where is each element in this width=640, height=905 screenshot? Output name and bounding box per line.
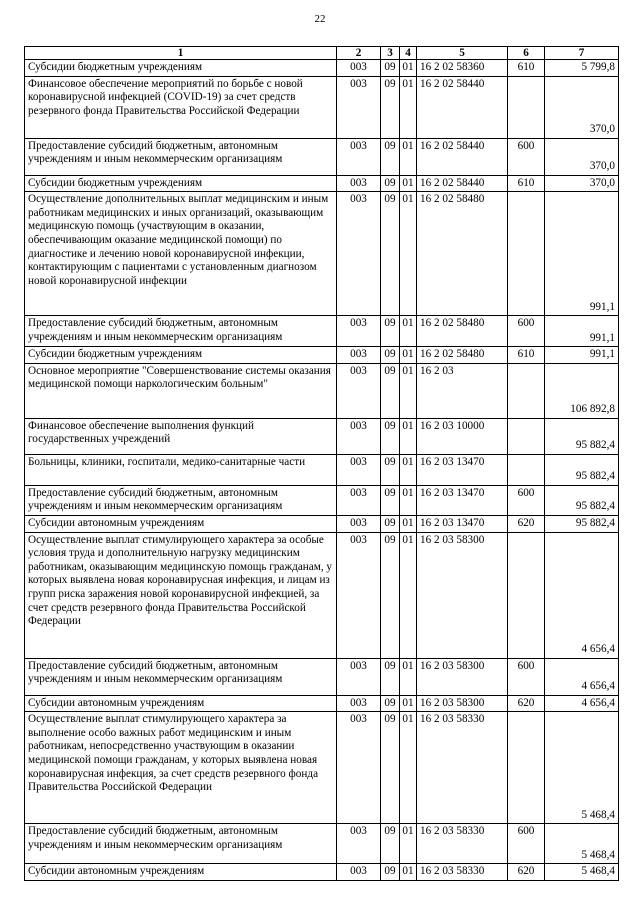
row-sum: 95 882,4 [545,454,619,485]
row-name: Осуществление выплат стимулирующего характера за выполнение особо важных работ медицинским и иным работникам, непосредственно участвующим в оказании медицинской помощи гражданам, у которых выявлена новая коронавирусная инфекция, за счет средств резервного фонда Правительства Российской Федерации [25,712,337,824]
row-csr: 16 2 03 58300 [417,532,508,658]
row-ved: 003 [337,363,381,418]
header-col-1: 1 [25,47,337,60]
table-row [25,192,619,316]
row-name: Предоставление субсидий бюджетным, автономным учреждениям и иным некоммерческим организациям [25,824,337,864]
row-vr: 600 [508,485,545,515]
page-number: 22 [314,13,326,25]
row-vr: 600 [508,138,545,175]
table-row [25,316,619,347]
row-csr: 16 2 03 58330 [417,824,508,864]
table-row [25,138,619,175]
row-name: Субсидии бюджетным учреждениям [25,347,337,364]
table-body [25,60,619,881]
row-vr [508,76,545,138]
row-ved: 003 [337,76,381,138]
row-name: Предоставление субсидий бюджетным, автономным учреждениям и иным некоммерческим организациям [25,138,337,175]
row-pr: 01 [400,60,417,77]
row-ved: 003 [337,192,381,316]
row-csr: 16 2 03 13470 [417,454,508,485]
row-rz: 09 [381,418,400,454]
row-pr: 01 [400,192,417,316]
row-name: Больницы, клиники, госпитали, медико-санитарные части [25,454,337,485]
row-csr: 16 2 02 58440 [417,76,508,138]
row-vr [508,363,545,418]
row-rz: 09 [381,347,400,364]
row-rz: 09 [381,658,400,695]
row-vr [508,192,545,316]
row-ved: 003 [337,712,381,824]
row-sum: 95 882,4 [545,418,619,454]
row-rz: 09 [381,864,400,881]
row-vr: 620 [508,864,545,881]
row-vr: 600 [508,824,545,864]
row-rz: 09 [381,316,400,347]
row-sum: 991,1 [545,316,619,347]
row-pr: 01 [400,363,417,418]
row-csr: 16 2 02 58360 [417,60,508,77]
row-name: Осуществление выплат стимулирующего характера за особые условия труда и дополнительную нагрузку медицинским работникам, оказывающим медицинскую помощь гражданам, у которых выявлена новая коронавирусная инфекция, и лицам из групп риска заражения новой коронавирусной инфекцией, за счет средств резервного фонда Правительства Российской Федерации [25,532,337,658]
row-pr: 01 [400,454,417,485]
row-name: Субсидии автономным учреждениям [25,515,337,532]
row-csr: 16 2 02 58440 [417,138,508,175]
row-sum: 4 656,4 [545,532,619,658]
row-rz: 09 [381,824,400,864]
row-pr: 01 [400,824,417,864]
row-csr: 16 2 02 58480 [417,192,508,316]
header-col-5: 5 [417,47,508,60]
row-vr [508,454,545,485]
row-sum: 5 468,4 [545,824,619,864]
row-sum: 370,0 [545,76,619,138]
row-sum: 95 882,4 [545,485,619,515]
row-vr: 600 [508,658,545,695]
row-ved: 003 [337,658,381,695]
row-name: Субсидии бюджетным учреждениям [25,175,337,192]
row-ved: 003 [337,695,381,712]
row-rz: 09 [381,695,400,712]
row-name: Осуществление дополнительных выплат медицинским и иным работникам медицинских и иных организаций, оказывающим медицинскую помощь (участвующим в оказании, обеспечивающим оказание медицинской помощи) по диагностике и лечению новой коронавирусной инфекции, контактирующим с пациентами с установленным диагнозом новой коронавирусной инфекции [25,192,337,316]
table-row [25,824,619,864]
row-csr: 16 2 03 13470 [417,515,508,532]
header-row [25,47,619,60]
row-sum: 991,1 [545,192,619,316]
table-row [25,347,619,364]
row-pr: 01 [400,695,417,712]
row-vr [508,532,545,658]
row-vr: 620 [508,695,545,712]
row-rz: 09 [381,175,400,192]
row-rz: 09 [381,712,400,824]
row-vr [508,712,545,824]
header-col-3: 3 [381,47,400,60]
row-rz: 09 [381,76,400,138]
row-name: Предоставление субсидий бюджетным, автономным учреждениям и иным некоммерческим организациям [25,658,337,695]
row-name: Предоставление субсидий бюджетным, автономным учреждениям и иным некоммерческим организациям [25,485,337,515]
row-csr: 16 2 03 58300 [417,658,508,695]
row-ved: 003 [337,485,381,515]
row-sum: 5 468,4 [545,864,619,881]
row-rz: 09 [381,454,400,485]
row-vr: 600 [508,316,545,347]
row-pr: 01 [400,712,417,824]
row-ved: 003 [337,60,381,77]
row-rz: 09 [381,485,400,515]
row-rz: 09 [381,138,400,175]
row-ved: 003 [337,138,381,175]
row-rz: 09 [381,192,400,316]
row-pr: 01 [400,347,417,364]
row-ved: 003 [337,454,381,485]
header-col-2: 2 [337,47,381,60]
row-rz: 09 [381,363,400,418]
row-ved: 003 [337,347,381,364]
row-pr: 01 [400,76,417,138]
row-pr: 01 [400,532,417,658]
row-ved: 003 [337,515,381,532]
row-pr: 01 [400,316,417,347]
row-csr: 16 2 02 58480 [417,316,508,347]
row-csr: 16 2 03 58330 [417,712,508,824]
header-col-4: 4 [400,47,417,60]
row-ved: 003 [337,316,381,347]
row-sum: 370,0 [545,175,619,192]
row-csr: 16 2 02 58440 [417,175,508,192]
row-name: Основное мероприятие "Совершенствование системы оказания медицинской помощи наркологическим больным" [25,363,337,418]
row-pr: 01 [400,138,417,175]
table-row [25,532,619,658]
table-row [25,695,619,712]
row-sum: 106 892,8 [545,363,619,418]
table-row [25,418,619,454]
row-name: Финансовое обеспечение выполнения функций государственных учреждений [25,418,337,454]
row-name: Предоставление субсидий бюджетным, автономным учреждениям и иным некоммерческим организациям [25,316,337,347]
table-row [25,515,619,532]
row-csr: 16 2 03 58330 [417,864,508,881]
table-row [25,60,619,77]
row-pr: 01 [400,515,417,532]
row-rz: 09 [381,515,400,532]
table-row [25,454,619,485]
row-rz: 09 [381,532,400,658]
table-row [25,76,619,138]
row-pr: 01 [400,864,417,881]
row-csr: 16 2 03 13470 [417,485,508,515]
table-row [25,864,619,881]
row-csr: 16 2 03 [417,363,508,418]
row-ved: 003 [337,824,381,864]
table-row [25,485,619,515]
row-vr [508,418,545,454]
row-sum: 4 656,4 [545,658,619,695]
row-vr: 610 [508,347,545,364]
row-pr: 01 [400,485,417,515]
row-ved: 003 [337,532,381,658]
row-csr: 16 2 03 10000 [417,418,508,454]
row-ved: 003 [337,864,381,881]
row-sum: 370,0 [545,138,619,175]
row-vr: 620 [508,515,545,532]
row-pr: 01 [400,175,417,192]
row-sum: 5 799,8 [545,60,619,77]
row-pr: 01 [400,658,417,695]
row-pr: 01 [400,418,417,454]
table-row [25,712,619,824]
row-csr: 16 2 02 58480 [417,347,508,364]
table-row [25,175,619,192]
row-name: Субсидии автономным учреждениям [25,695,337,712]
budget-table [24,46,619,881]
row-name: Субсидии бюджетным учреждениям [25,60,337,77]
table-row [25,658,619,695]
row-csr: 16 2 03 58300 [417,695,508,712]
header-col-7: 7 [545,47,619,60]
header-col-6: 6 [508,47,545,60]
row-rz: 09 [381,60,400,77]
row-ved: 003 [337,418,381,454]
row-sum: 5 468,4 [545,712,619,824]
row-sum: 991,1 [545,347,619,364]
table-row [25,363,619,418]
row-name: Субсидии автономным учреждениям [25,864,337,881]
row-ved: 003 [337,175,381,192]
row-vr: 610 [508,60,545,77]
row-vr: 610 [508,175,545,192]
row-sum: 95 882,4 [545,515,619,532]
row-sum: 4 656,4 [545,695,619,712]
row-name: Финансовое обеспечение мероприятий по борьбе с новой коронавирусной инфекцией (COVID-19) за счет средств резервного фонда Правительства Российской Федерации [25,76,337,138]
